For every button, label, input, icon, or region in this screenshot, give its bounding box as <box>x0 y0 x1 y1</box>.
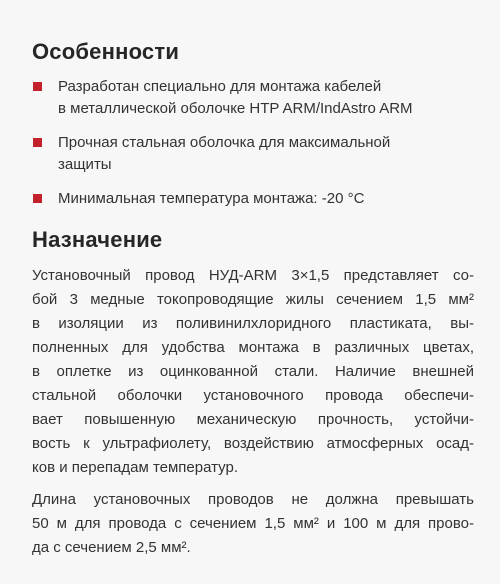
paragraph-line: Длина установочных проводов не должна превышать <box>32 491 474 508</box>
paragraph-line: бой 3 медные токопроводящие жилы сечением 1,5 мм² <box>32 291 474 308</box>
paragraph-line: ков и перепадам температур. <box>32 459 239 476</box>
features-list <box>32 76 474 210</box>
feature-line: Прочная стальная оболочка для максимальной <box>58 134 391 151</box>
square-bullet-icon <box>33 82 42 91</box>
paragraph-line: стальной оболочки установочного провода обеспечи- <box>32 387 474 404</box>
paragraph-line: вает повышенную механическую прочность, устойчи- <box>32 411 474 428</box>
square-bullet-icon <box>33 138 42 147</box>
purpose-paragraph-1 <box>32 264 474 480</box>
paragraph-line: полненных для удобства монтажа в различных цветах, <box>32 339 474 356</box>
feature-line: в металлической оболочке HTP ARM/IndAstro ARM <box>58 100 413 117</box>
feature-line: Минимальная температура монтажа: -20 °С <box>58 190 365 207</box>
features-heading: Особенности <box>32 39 180 64</box>
paragraph-line: да с сечением 2,5 мм². <box>32 539 191 556</box>
paragraph-line: вость к ультрафиолету, воздействию атмосферных осад- <box>32 435 474 452</box>
square-bullet-icon <box>33 194 42 203</box>
purpose-paragraph-2 <box>32 488 474 560</box>
feature-item-3 <box>32 188 474 210</box>
paragraph-line: 50 м для провода с сечением 1,5 мм² и 100 м для прово- <box>32 515 474 532</box>
feature-line: Разработан специально для монтажа кабелей <box>58 78 382 95</box>
paragraph-line: Установочный провод НУД-ARM 3×1,5 представляет со- <box>32 267 474 284</box>
feature-item-1 <box>32 76 474 120</box>
paragraph-line: в изоляции из поливинилхлоридного пластиката, вы- <box>32 315 474 332</box>
paragraph-line: в оплетке из оцинкованной стали. Наличие внешней <box>32 363 474 380</box>
purpose-heading: Назначение <box>32 227 163 252</box>
feature-line: защиты <box>58 156 112 173</box>
feature-item-2 <box>32 132 474 176</box>
